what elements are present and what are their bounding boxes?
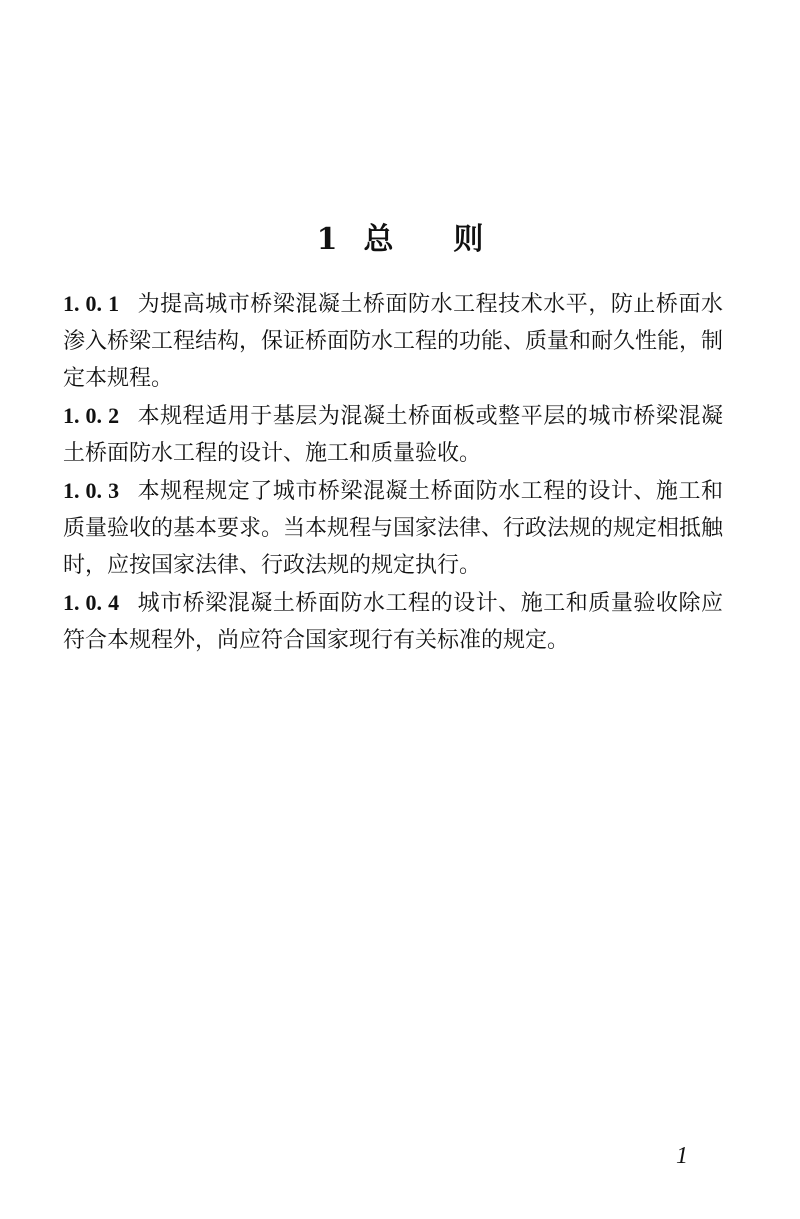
clause-text: 为提高城市桥梁混凝土桥面防水工程技术水平，防止桥面水渗入桥梁工程结构，保证桥面防水工程的功能、质量和耐久性能，制定本规程。 — [63, 292, 724, 391]
clause-text: 城市桥梁混凝土桥面防水工程的设计、施工和质量验收除应符合本规程外，尚应符合国家现行有关标准的规定。 — [63, 591, 723, 653]
clause-1-0-1 — [63, 285, 723, 397]
page-number: 1 — [676, 1143, 688, 1169]
clause-number: 1. 0. 3 — [63, 478, 120, 503]
clause-text: 本规程适用于基层为混凝土桥面板或整平层的城市桥梁混凝土桥面防水工程的设计、施工和质量验收。 — [63, 404, 723, 466]
clause-number: 1. 0. 4 — [63, 590, 120, 615]
clause-number: 1. 0. 1 — [63, 291, 120, 316]
chapter-title — [0, 220, 800, 260]
clause-1-0-3 — [63, 472, 723, 584]
clause-1-0-4 — [63, 584, 723, 659]
chapter-number: 1 — [316, 222, 338, 258]
chapter-name: 总则 — [363, 222, 544, 258]
clause-list — [63, 285, 723, 659]
clause-text: 本规程规定了城市桥梁混凝土桥面防水工程的设计、施工和质量验收的基本要求。当本规程与国家法律、行政法规的规定相抵触时，应按国家法律、行政法规的规定执行。 — [63, 479, 724, 578]
clause-1-0-2 — [63, 397, 723, 472]
clause-number: 1. 0. 2 — [63, 403, 120, 428]
